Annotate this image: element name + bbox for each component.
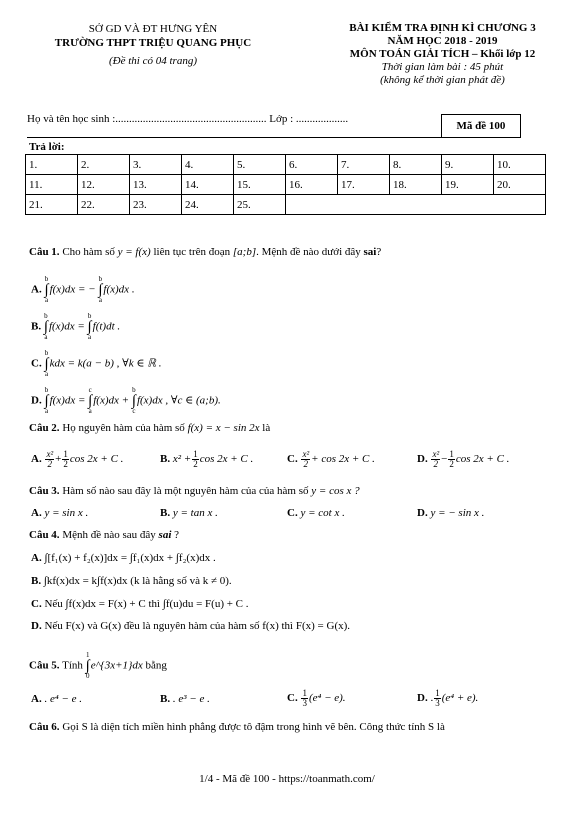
fraction: $\frac{1}{2}$: [63, 449, 68, 469]
q4-option-d[interactable]: [31, 619, 350, 633]
question-text: Tính: [62, 659, 83, 672]
operator: +: [55, 453, 62, 466]
question-label: Câu 4.: [29, 529, 60, 541]
option-label: C.: [287, 692, 298, 705]
question-5: [29, 652, 167, 680]
q3-option-c[interactable]: [287, 506, 345, 520]
q5-option-c[interactable]: [287, 689, 346, 708]
answer-cell[interactable]: 25.: [234, 195, 286, 215]
time-note: (không kể thời gian phát đề): [380, 74, 505, 86]
question-label: Câu 1.: [29, 246, 60, 258]
option-expr: f(x)dx +: [93, 394, 130, 407]
question-label: Câu 5.: [29, 659, 60, 672]
q2-option-d[interactable]: [417, 450, 509, 469]
exam-code: Mã đề 100: [456, 120, 506, 132]
q4-option-b[interactable]: [31, 574, 232, 588]
fraction: $\frac{1}{2}$: [193, 449, 198, 469]
option-expr: cos 2x + C .: [199, 453, 254, 466]
option-expr: Nếu F(x) và G(x) đều là nguyên hàm của hàm số f(x) thì F(x) = G(x).: [44, 620, 351, 632]
option-label: D.: [31, 620, 42, 632]
q3-option-a[interactable]: [31, 506, 88, 520]
question-text: ?: [376, 246, 382, 258]
option-label: C.: [31, 357, 42, 370]
q5-option-d[interactable]: [417, 689, 478, 708]
answer-cell[interactable]: 5.: [234, 155, 286, 175]
answer-cell[interactable]: 20.: [494, 175, 546, 195]
option-label: A.: [31, 507, 42, 519]
q3-option-b[interactable]: [160, 506, 218, 520]
q1-option-b[interactable]: [31, 313, 120, 341]
answer-cell[interactable]: 13.: [130, 175, 182, 195]
fraction: $\frac{1}{3}$: [302, 688, 307, 708]
q4-option-a[interactable]: [31, 551, 216, 565]
option-label: C.: [287, 453, 298, 466]
integral-sign: b ∫ c: [131, 386, 136, 415]
option-expr: cos 2x + C .: [455, 453, 510, 466]
q5-option-b[interactable]: [160, 692, 210, 706]
question-text: Cho hàm số: [62, 246, 115, 258]
student-info-line: Họ và tên học sinh :....................................................... Lớp : ...................: [27, 113, 349, 125]
answer-cell-empty: [286, 195, 546, 215]
test-title: BÀI KIỂM TRA ĐỊNH KÌ CHƯƠNG 3: [349, 22, 536, 34]
math-expr: [a;b]: [232, 246, 257, 258]
option-expr: ∫[f₁(x) + f₂(x)]dx = ∫f₁(x)dx + ∫f₂(x)dx .: [44, 552, 216, 564]
q3-option-d[interactable]: [417, 506, 484, 520]
q2-option-a[interactable]: [31, 450, 123, 469]
integral-sign: b ∫ a: [98, 275, 103, 304]
option-expr: f(x)dx =: [49, 394, 86, 407]
answer-cell[interactable]: 17.: [338, 175, 390, 195]
question-text: ?: [174, 529, 180, 541]
answer-cell[interactable]: 15.: [234, 175, 286, 195]
answer-cell[interactable]: 1.: [26, 155, 78, 175]
integrand: e^{3x+1}dx: [90, 659, 143, 672]
question-3: [29, 484, 360, 498]
answer-row: [26, 195, 546, 215]
header-left: [18, 22, 288, 68]
integral-sign: 1 ∫ 0: [85, 651, 90, 680]
answer-cell[interactable]: 8.: [390, 155, 442, 175]
question-label: Câu 6.: [29, 721, 60, 733]
answer-cell[interactable]: 18.: [390, 175, 442, 195]
answer-cell[interactable]: 6.: [286, 155, 338, 175]
question-6: [29, 720, 445, 734]
answer-cell[interactable]: 7.: [338, 155, 390, 175]
exam-code-box: [441, 114, 521, 138]
answer-cell[interactable]: 19.: [442, 175, 494, 195]
option-label: C.: [287, 507, 298, 519]
question-text: Hàm số nào sau đây là một nguyên hàm của của hàm số: [62, 485, 309, 497]
fraction: $\frac{\text{x²}}{2}$: [432, 449, 440, 469]
option-label: D.: [417, 692, 428, 705]
option-label: C.: [31, 598, 42, 610]
math-expr: y = f(x): [117, 246, 151, 258]
option-label: B.: [31, 575, 42, 587]
time-line: Thời gian làm bài : 45 phút: [381, 61, 504, 73]
question-label: Câu 3.: [29, 485, 60, 497]
answer-cell[interactable]: 12.: [78, 175, 130, 195]
integral-sign: b ∫ a: [43, 312, 48, 341]
question-text: là: [262, 422, 271, 434]
answer-cell[interactable]: 2.: [78, 155, 130, 175]
question-text: . Mệnh đề nào dưới đây: [256, 246, 361, 258]
question-label: Câu 2.: [29, 422, 60, 434]
answer-cell[interactable]: 14.: [182, 175, 234, 195]
q4-option-c[interactable]: [31, 597, 249, 611]
option-label: B.: [160, 453, 171, 466]
answer-cell[interactable]: 22.: [78, 195, 130, 215]
integral-sign: b ∫ a: [44, 386, 49, 415]
question-text: Gọi S là diện tích miền hình phẳng được tô đậm trong hình vẽ bên. Công thức tính S là: [62, 721, 445, 733]
q2-option-b[interactable]: [160, 450, 253, 469]
answer-row: [26, 175, 546, 195]
option-label: B.: [160, 693, 171, 705]
department-name: SỞ GD VÀ ĐT HƯNG YÊN: [88, 23, 218, 35]
math-expr: f(x) = x − sin 2x: [187, 422, 260, 434]
q2-option-c[interactable]: [287, 450, 375, 469]
question-text: Họ nguyên hàm của hàm số: [62, 422, 185, 434]
answer-cell[interactable]: 3.: [130, 155, 182, 175]
question-1: [29, 245, 381, 259]
school-name: TRƯỜNG THPT TRIỆU QUANG PHỤC: [54, 37, 252, 49]
option-expr: Nếu ∫f(x)dx = F(x) + C thì ∫f(u)du = F(u) + C .: [44, 598, 249, 610]
option-expr: ∫kf(x)dx = k∫f(x)dx (k là hằng số và k ≠ 0).: [43, 575, 232, 587]
option-expr: cos 2x + C .: [69, 453, 124, 466]
question-4: [29, 528, 179, 542]
q1-option-a[interactable]: [31, 276, 135, 304]
page-footer: 1/4 - Mã đề 100 - https://toanmath.com/: [199, 773, 375, 785]
fraction: $\frac{1}{2}$: [449, 449, 454, 469]
option-label: A.: [31, 453, 42, 466]
q1-option-d[interactable]: [31, 387, 221, 415]
question-text: bằng: [145, 659, 167, 672]
question-text: liên tục trên đoạn: [153, 246, 231, 258]
integral-sign: b ∫ a: [44, 275, 49, 304]
integral-sign: b ∫ a: [44, 349, 49, 378]
answer-cell[interactable]: 4.: [182, 155, 234, 175]
q5-option-a[interactable]: [31, 692, 82, 706]
divider: [27, 137, 519, 138]
answer-grid: [25, 154, 546, 215]
integral-sign: b ∫ a: [87, 312, 92, 341]
option-expr: y = tan x .: [172, 507, 218, 519]
question-2: [29, 421, 270, 435]
option-expr: x² +: [172, 453, 192, 466]
header-right: [320, 22, 565, 87]
option-expr: y = − sin x .: [430, 507, 485, 519]
option-label: A.: [31, 552, 42, 564]
option-expr: . e³ − e .: [172, 693, 210, 705]
option-expr: y = sin x .: [44, 507, 89, 519]
school-year: NĂM HỌC 2018 - 2019: [387, 35, 498, 47]
answer-cell[interactable]: 10.: [494, 155, 546, 175]
math-expr: y = cos x ?: [311, 485, 360, 497]
subject-line: MÔN TOÁN GIẢI TÍCH – Khối lớp 12: [349, 48, 536, 60]
option-label: A.: [31, 693, 42, 705]
operator: −: [441, 453, 448, 466]
option-label: B.: [31, 320, 42, 333]
answer-cell[interactable]: 9.: [442, 155, 494, 175]
integral-sign: c ∫ a: [88, 386, 93, 415]
option-prefix: .: [430, 692, 434, 705]
fraction: $\frac{1}{3}$: [435, 688, 440, 708]
emphasis-text: sai: [363, 246, 377, 258]
emphasis-text: sai: [158, 529, 172, 541]
option-expr: f(x)dx =: [48, 320, 85, 333]
answer-cell[interactable]: 24.: [182, 195, 234, 215]
fraction: $\frac{\text{x²}}{2}$: [46, 449, 54, 469]
option-expr: . e⁴ − e .: [44, 693, 82, 705]
option-expr: f(x)dx = −: [49, 283, 96, 296]
answers-label: Trả lời:: [29, 141, 65, 153]
option-expr: f(x)dx .: [103, 283, 135, 296]
option-label: D.: [417, 453, 428, 466]
option-expr: y = cot x .: [300, 507, 345, 519]
option-expr: f(x)dx , ∀c ∈ (a;b).: [136, 394, 221, 407]
option-expr: kdx = k(a − b) , ∀k ∈ ℝ .: [49, 357, 162, 370]
answer-cell[interactable]: 11.: [26, 175, 78, 195]
option-expr: f(t)dt .: [92, 320, 121, 333]
option-label: A.: [31, 283, 42, 296]
answer-cell[interactable]: 21.: [26, 195, 78, 215]
option-expr: (e⁴ − e).: [308, 692, 346, 705]
answer-cell[interactable]: 16.: [286, 175, 338, 195]
fraction: $\frac{\text{x²}}{2}$: [302, 449, 310, 469]
option-label: B.: [160, 507, 171, 519]
option-expr: + cos 2x + C .: [311, 453, 375, 466]
answer-row: [26, 155, 546, 175]
pages-note: (Đề thi có 04 trang): [109, 55, 197, 67]
option-label: D.: [31, 394, 42, 407]
question-text: Mệnh đề nào sau đây: [62, 529, 156, 541]
q1-option-c[interactable]: [31, 350, 162, 378]
option-label: D.: [417, 507, 428, 519]
option-expr: (e⁴ + e).: [441, 692, 479, 705]
answer-cell[interactable]: 23.: [130, 195, 182, 215]
